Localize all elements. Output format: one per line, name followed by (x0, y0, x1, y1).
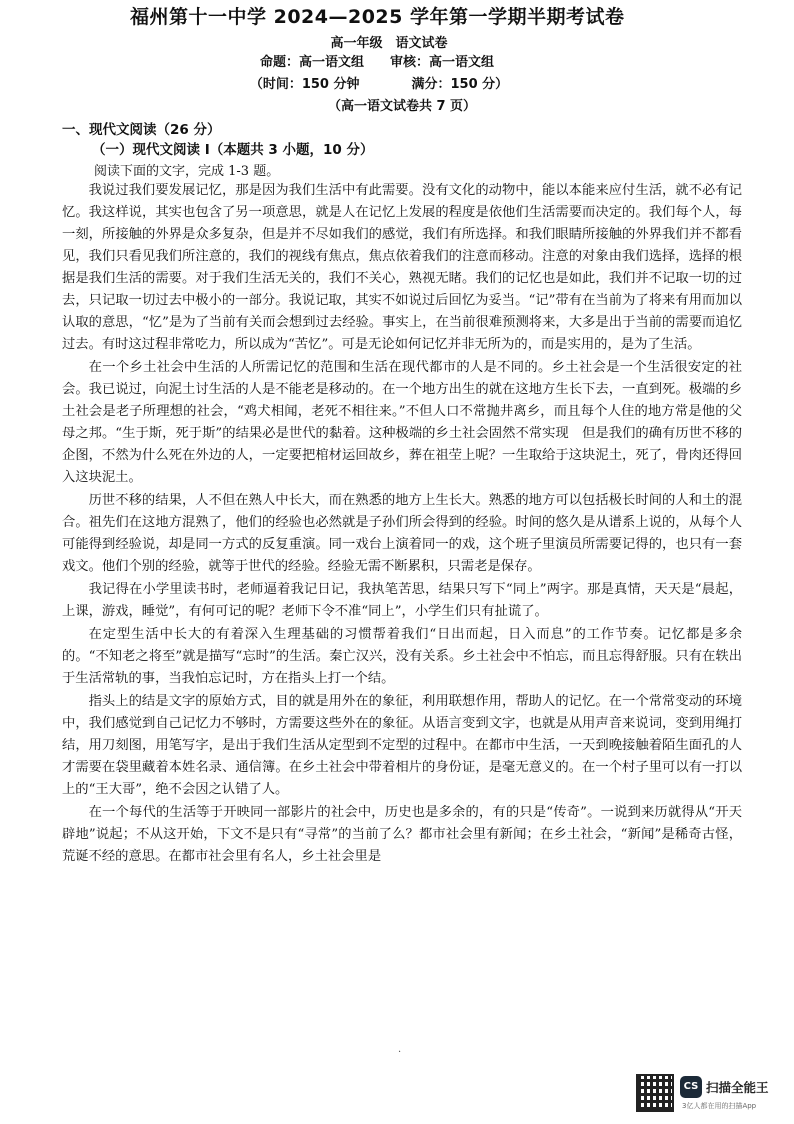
proposer: 命题：高一语文组 (259, 55, 364, 70)
subsection-heading: （一）现代文阅读 I（本题共 3 小题，10 分） (92, 142, 374, 158)
passage (62, 180, 742, 868)
app-name: 扫描全能王 (706, 1080, 769, 1095)
camscanner-logo-icon: CS (680, 1076, 702, 1098)
exam-title: 福州第十一中学 2024—2025 学年第一学期半期考试卷 (130, 6, 625, 28)
app-tagline: 3亿人都在用的扫描App (682, 1102, 757, 1110)
paragraph: 在定型生活中长大的有着深入生理基础的习惯帮着我们“日出而起，日入而息”的工作节奏。记忆都是多余的。“不知老之将至”就是描写“忘时”的生活。秦亡汉兴，没有关系。乡土社会中不怕忘，而且忘得舒服。只有在轶出于生活常轨的事，当我怕忘记时，方在指头上打一个结。 (62, 627, 742, 686)
section-heading: 一、现代文阅读（26 分） (62, 122, 221, 138)
qr-code-icon (636, 1074, 674, 1112)
paragraph: 我记得在小学里读书时，老师逼着我记日记，我执笔苦思，结果只写下“同上”两字。那是真情，天天是“晨起，上课，游戏，睡觉”，有何可记的呢？老师下令不准“同上”，小学生们只有扯谎了。 (62, 582, 742, 619)
paragraph: 历世不移的结果，人不但在熟人中长大，而在熟悉的地方上生长大。熟悉的地方可以包括极长时间的人和土的混合。祖先们在这地方混熟了，他们的经验也必然就是子孙们所会得到的经验。时间的悠久是从谱系上说的，从每个人可能得到经验说，却是同一方式的反复重演。同一戏台上演着同一的戏，这个班子里演员所需要记得的，也只有一套戏文。他们个别的经验，就等于世代的经验。经验无需不断累积，只需老是保存。 (62, 493, 742, 574)
exam-time: （时间：150 分钟 (249, 77, 360, 92)
page-mark: · (398, 1047, 402, 1058)
time-score-line (0, 73, 776, 92)
reviewer: 审核：高一语文组 (390, 55, 495, 70)
reading-instruction: 阅读下面的文字，完成 1-3 题。 (94, 164, 280, 179)
paragraph: 我说过我们要发展记忆，那是因为我们生活中有此需要。没有文化的动物中，能以本能来应付生活，就不必有记忆。我这样说，其实也包含了另一项意思，就是人在记忆上发展的程度是依他们生活需要而决定的。我们每个人，每一刻，所接触的外界是众多复杂，但是并不尽如我们的感觉，我们有所选择。和我们眼睛所接触的外界我们并不都看见，我们只看见我们所注意的，我们的视线有焦点，焦点依着我们的注意而移动。注意的对象由我们选择，选择的根据是我们生活的需要。对于我们生活无关的，我们不关心，熟视无睹。我们的记忆也是如此，我们并不记取一切的过去，只记取一切过去中极小的一部分。我说记取，其实不如说过后回忆为妥当。“记”带有在当前为了将来有用而加以认取的意思，“忆”是为了当前有关而会想到过去经验。事实上，在当前很难预测将来，大多是出于当前的需要而追忆过去。有时这过程非常吃力，所以成为“苦忆”。可是无论如何记忆并非无所为的，而是实用的，是为了生活。 (62, 183, 742, 352)
paragraph: 在一个乡土社会中生活的人所需记忆的范围和生活在现代都市的人是不同的。乡土社会是一个生活很安定的社会。我已说过，向泥土讨生活的人是不能老是移动的。在一个地方出生的就在这地方生长下去，一直到死。极端的乡土社会是老子所理想的社会，“鸡犬相闻，老死不相往来。”不但人口不常抛井离乡，而且每个人住的地方常是他的父母之邦。“生于斯，死于斯”的结果必是世代的黏着。这种极端的乡土社会固然不常实现 但是我们的确有历世不移的企图，不然为什么死在外边的人，一定要把棺材运回故乡，葬在祖茔上呢？一生取给于这块泥土，死了，骨肉还得回入这块泥土。 (62, 360, 742, 485)
authorship-line (0, 51, 774, 70)
scanner-watermark (636, 1074, 786, 1116)
pages-note: （高一语文试卷共 7 页） (327, 99, 477, 114)
grade-subject: 高一年级 语文试卷 (330, 36, 448, 51)
exam-score: 满分：150 分） (411, 77, 509, 92)
paragraph: 指头上的结是文字的原始方式，目的就是用外在的象征，利用联想作用，帮助人的记忆。在一个常常变动的环境中，我们感觉到自己记忆力不够时，方需要这些外在的象征。从语言变到文字，也就是从用声音来说词，变到用绳打结，用刀刻图，用笔写字，是出于我们生活从定型到不定型的过程中。在都市中生活，一天到晚接触着陌生面孔的人才需要在袋里藏着本姓名录、通信簿。在乡土社会中带着相片的身份证，是毫无意义的。在一个村子里可以有一打以上的“王大哥”，绝不会因之认错了人。 (62, 694, 742, 797)
paragraph: 在一个每代的生活等于开映同一部影片的社会中，历史也是多余的，有的只是“传奇”。一说到来历就得从“开天辟地”说起；不从这开始，下文不是只有“寻常”的当前了么？都市社会里有新闻；在乡土社会，“新闻”是稀奇古怪，荒诞不经的意思。在都市社会里有名人，乡土社会里是 (62, 805, 742, 864)
